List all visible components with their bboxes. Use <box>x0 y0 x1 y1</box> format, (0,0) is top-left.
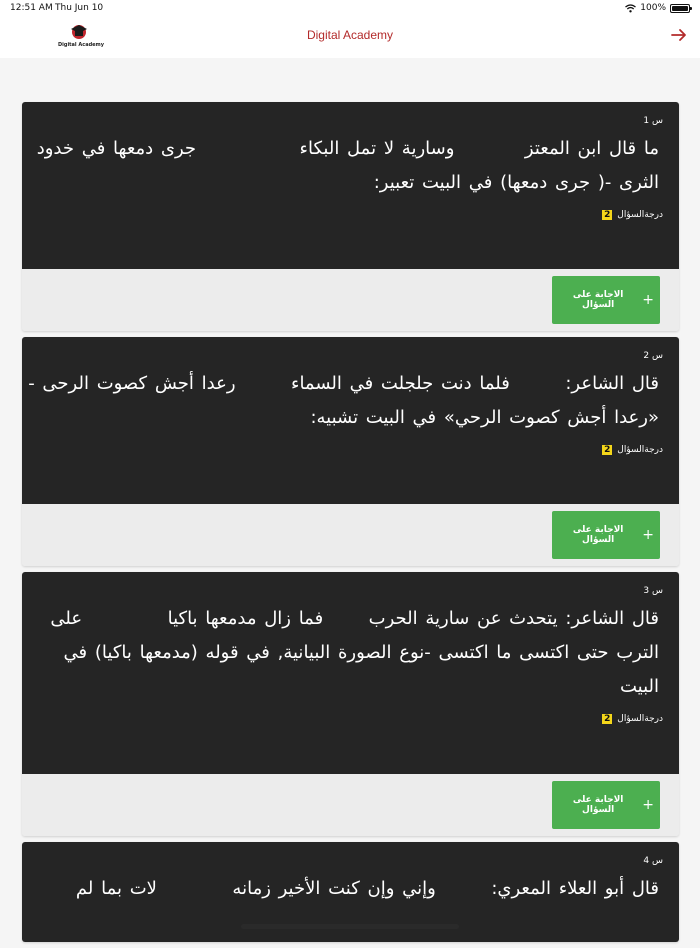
plus-icon: + <box>642 527 654 543</box>
question-body <box>22 102 679 269</box>
question-text <box>38 602 663 704</box>
battery-icon <box>670 4 690 13</box>
nav-bar <box>0 18 700 58</box>
question-body <box>22 337 679 504</box>
question-footer <box>22 504 679 566</box>
question-grade: درجةالسؤال 2 <box>604 714 663 724</box>
question-line: قال الشاعر: يتحدث عن سارية الحرب فما زال مدمعها باكيا على <box>50 608 659 629</box>
arrow-right-icon[interactable] <box>670 26 688 44</box>
question-line: البيت <box>619 676 659 697</box>
plus-icon: + <box>642 797 654 813</box>
question-text <box>38 132 663 200</box>
question-card <box>22 572 679 836</box>
question-line: قال الشاعر: فلما دنت جلجلت في السماء رعدا أجش كصوت الرحى - <box>28 373 659 394</box>
question-grade: درجةالسؤال 2 <box>604 445 663 455</box>
question-body <box>22 572 679 774</box>
question-card <box>22 337 679 566</box>
question-footer <box>22 269 679 331</box>
question-line: قال أبو العلاء المعري: وإني وإن كنت الأخير زمانه لات بما لم <box>75 878 659 899</box>
question-text <box>28 367 663 435</box>
answer-question-button[interactable]: + الاجابة على السؤال <box>552 511 660 559</box>
logo-text: Digital Academy <box>58 42 105 48</box>
question-line: الثرى -( جرى دمعها) في البيت تعبير: <box>373 172 659 193</box>
answer-question-button[interactable]: + الاجابة على السؤال <box>552 781 660 829</box>
home-indicator <box>241 924 459 929</box>
grade-badge: 2 <box>604 445 611 455</box>
question-number: س 2 <box>643 351 663 361</box>
wifi-icon <box>625 4 636 13</box>
question-number: س 3 <box>643 586 663 596</box>
question-text <box>38 872 663 906</box>
question-line: «رعدا أجش كصوت الرحي» في البيت تشبيه: <box>310 407 659 428</box>
question-line: الترب حتى اكتسى ما اكتسى -نوع الصورة البيانية, في قوله (مدمعها باكيا) في <box>63 642 659 663</box>
question-card <box>22 102 679 331</box>
status-right <box>625 3 690 13</box>
grade-badge: 2 <box>604 714 611 724</box>
status-time: 12:51 AM <box>10 3 53 13</box>
battery-percent: 100% <box>640 3 666 13</box>
status-date: Thu Jun 10 <box>55 3 104 13</box>
grade-badge: 2 <box>604 210 611 220</box>
plus-icon: + <box>642 292 654 308</box>
question-grade: درجةالسؤال 2 <box>604 210 663 220</box>
question-footer <box>22 774 679 836</box>
question-line: ما قال ابن المعتز وسارية لا تمل البكاء جرى دمعها في خدود <box>36 138 659 159</box>
question-number: س 1 <box>643 116 663 126</box>
questions-list <box>22 102 679 948</box>
page-title: Digital Academy <box>306 28 394 42</box>
question-number: س 4 <box>643 856 663 866</box>
answer-question-button[interactable]: + الاجابة على السؤال <box>552 276 660 324</box>
status-bar <box>0 0 700 18</box>
